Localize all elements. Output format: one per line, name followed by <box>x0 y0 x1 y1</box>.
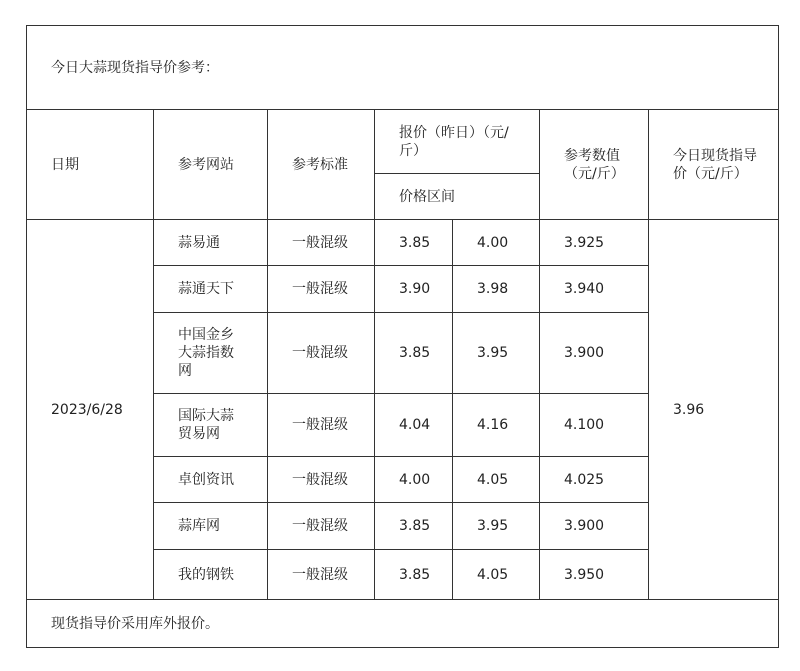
site-cell: 我的钢铁 <box>154 550 268 600</box>
high-cell: 3.98 <box>453 266 540 313</box>
header-ref-value-text: 参考数值（元/斤） <box>564 147 625 182</box>
low-cell: 3.85 <box>375 503 453 550</box>
ref-cell: 4.025 <box>540 457 649 503</box>
high-cell: 3.95 <box>453 503 540 550</box>
ref-cell: 3.925 <box>540 220 649 266</box>
standard-cell: 一般混级 <box>268 394 375 457</box>
table-footer: 现货指导价采用库外报价。 <box>27 600 779 648</box>
header-site: 参考网站 <box>154 110 268 220</box>
header-today-price-text: 今日现货指导价（元/斤） <box>673 147 757 182</box>
price-table <box>26 25 779 648</box>
table-row <box>27 220 779 266</box>
high-cell: 4.05 <box>453 457 540 503</box>
low-cell: 3.85 <box>375 313 453 394</box>
standard-cell: 一般混级 <box>268 457 375 503</box>
standard-cell: 一般混级 <box>268 313 375 394</box>
ref-cell: 4.100 <box>540 394 649 457</box>
site-cell: 蒜易通 <box>154 220 268 266</box>
high-cell: 3.95 <box>453 313 540 394</box>
high-cell: 4.16 <box>453 394 540 457</box>
site-cell: 蒜库网 <box>154 503 268 550</box>
table-title: 今日大蒜现货指导价参考： <box>27 26 779 110</box>
site-cell-text: 国际大蒜贸易网 <box>178 408 234 442</box>
header-ref-value <box>540 110 649 220</box>
header-quote <box>375 110 540 174</box>
date-cell: 2023/6/28 <box>27 220 154 600</box>
high-cell: 4.05 <box>453 550 540 600</box>
site-cell: 卓创资讯 <box>154 457 268 503</box>
header-date: 日期 <box>27 110 154 220</box>
site-cell <box>154 313 268 394</box>
site-cell-text: 中国金乡大蒜指数网 <box>178 327 234 379</box>
standard-cell: 一般混级 <box>268 220 375 266</box>
low-cell: 4.00 <box>375 457 453 503</box>
header-today-price <box>649 110 779 220</box>
today-price-cell: 3.96 <box>649 220 779 600</box>
low-cell: 3.90 <box>375 266 453 313</box>
header-standard: 参考标准 <box>268 110 375 220</box>
low-cell: 3.85 <box>375 220 453 266</box>
header-range: 价格区间 <box>375 174 540 220</box>
site-cell <box>154 394 268 457</box>
standard-cell: 一般混级 <box>268 550 375 600</box>
high-cell: 4.00 <box>453 220 540 266</box>
ref-cell: 3.900 <box>540 503 649 550</box>
standard-cell: 一般混级 <box>268 266 375 313</box>
site-cell: 蒜通天下 <box>154 266 268 313</box>
ref-cell: 3.950 <box>540 550 649 600</box>
standard-cell: 一般混级 <box>268 503 375 550</box>
ref-cell: 3.940 <box>540 266 649 313</box>
header-quote-text: 报价（昨日）（元/斤） <box>399 124 509 159</box>
low-cell: 3.85 <box>375 550 453 600</box>
low-cell: 4.04 <box>375 394 453 457</box>
ref-cell: 3.900 <box>540 313 649 394</box>
